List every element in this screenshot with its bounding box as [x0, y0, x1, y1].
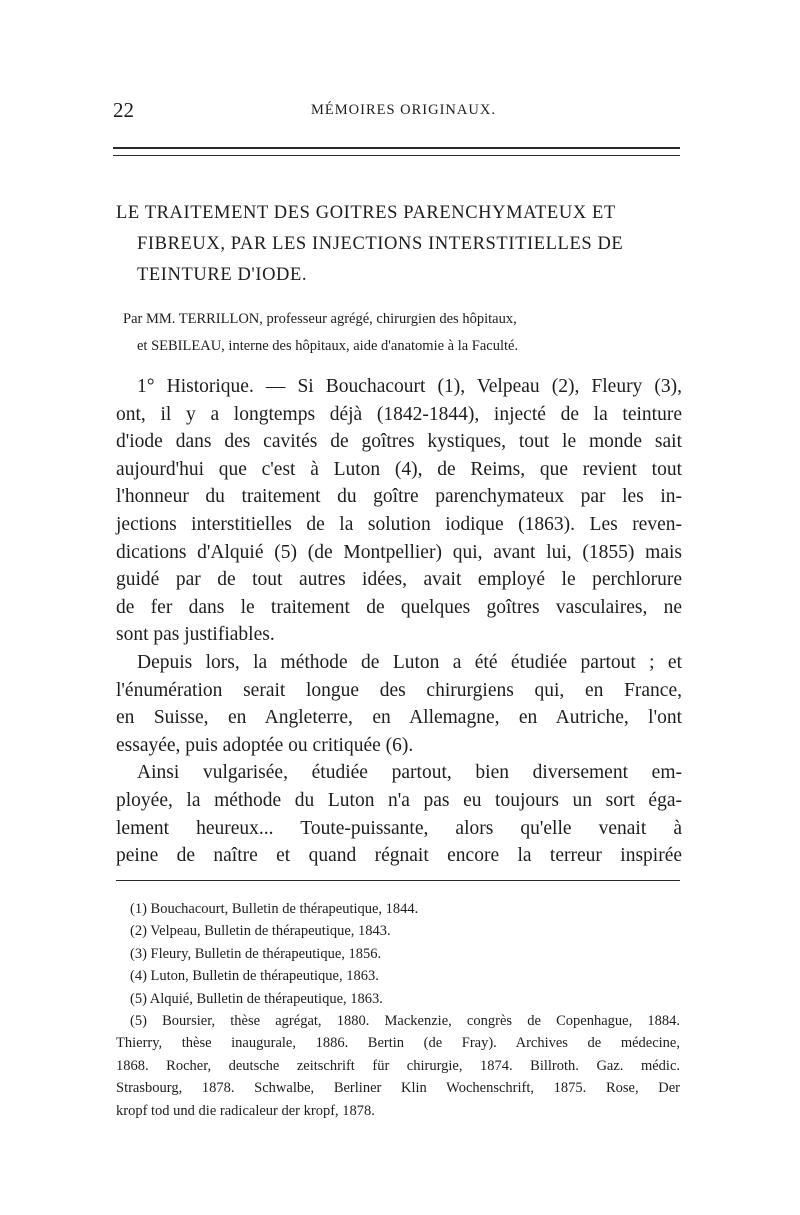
body-line: lement heureux... Toute-puissante, alors qu'elle venait à — [116, 817, 682, 839]
footnote-line: (2) Velpeau, Bulletin de thérapeutique, 1843. — [130, 923, 391, 940]
author-line: et SEBILEAU, interne des hôpitaux, aide d'anatomie à la Faculté. — [137, 338, 519, 354]
article-authors — [123, 306, 683, 360]
footnote-rule — [116, 880, 680, 881]
footnote-line: (5) Boursier, thèse agrégat, 1880. Mackenzie, congrès de Copenhague, 1884. — [130, 1013, 680, 1030]
article-title — [116, 198, 691, 291]
body-line: aujourd'hui que c'est à Luton (4), de Reims, que revient tout — [116, 458, 682, 480]
footnote-line: (4) Luton, Bulletin de thérapeutique, 1863. — [130, 968, 379, 985]
author-line: Par MM. TERRILLON, professeur agrégé, chirurgien des hôpitaux, — [123, 311, 517, 327]
article-body — [116, 373, 682, 870]
body-line: guidé par de tout autres idées, avait employé le perchlorure — [116, 569, 682, 591]
body-line: ont, il y a longtemps déjà (1842-1844), injecté de la teinture — [116, 403, 682, 425]
body-line: dications d'Alquié (5) (de Montpellier) qui, avant lui, (1855) mais — [116, 541, 682, 563]
footnote-line: Strasbourg, 1878. Schwalbe, Berliner Klin Wochenschrift, 1875. Rose, Der — [116, 1080, 680, 1097]
body-line: peine de naître et quand régnait encore la terreur inspirée — [116, 845, 682, 867]
title-line: FIBREUX, PAR LES INJECTIONS INTERSTITIELLES DE — [137, 234, 624, 254]
body-line: en Suisse, en Angleterre, en Allemagne, en Autriche, l'ont — [116, 707, 682, 729]
title-line: TEINTURE D'IODE. — [137, 265, 308, 285]
footnote-line: (5) Alquié, Bulletin de thérapeutique, 1863. — [130, 990, 383, 1007]
title-line: LE TRAITEMENT DES GOITRES PARENCHYMATEUX ET — [116, 203, 616, 223]
body-line: l'énumération serait longue des chirurgiens qui, en France, — [116, 679, 682, 701]
body-line: 1° Historique. — Si Bouchacourt (1), Velpeau (2), Fleury (3), — [137, 376, 682, 397]
body-line: de fer dans le traitement de quelques goîtres vasculaires, ne — [116, 596, 682, 618]
body-line: l'honneur du traitement du goître parenchymateux par les in- — [116, 486, 682, 508]
footnote-line: kropf tod und die radicaleur der kropf, 1878. — [116, 1102, 375, 1119]
body-line: ployée, la méthode du Luton n'a pas eu toujours un sort éga- — [116, 789, 682, 811]
footnote-line: (3) Fleury, Bulletin de thérapeutique, 1856. — [130, 945, 382, 962]
body-line: Ainsi vulgarisée, étudiée partout, bien diversement em- — [137, 762, 682, 784]
footnote-line: 1868. Rocher, deutsche zeitschrift für chirurgie, 1874. Billroth. Gaz. médic. — [116, 1057, 680, 1074]
body-line: essayée, puis adoptée ou critiquée (6). — [116, 734, 414, 756]
footnote-line: Thierry, thèse inaugurale, 1886. Bertin (de Fray). Archives de médecine, — [116, 1035, 680, 1052]
header-rule — [113, 147, 680, 156]
body-line: jections interstitielles de la solution iodique (1863). Les reven- — [116, 513, 682, 535]
body-line: Depuis lors, la méthode de Luton a été étudiée partout ; et — [137, 651, 682, 673]
page-header — [113, 96, 678, 124]
body-line: sont pas justifiables. — [116, 624, 275, 646]
body-line: d'iode dans des cavités de goîtres kystiques, tout le monde sait — [116, 431, 682, 453]
page-number: 22 — [113, 98, 134, 122]
footnote-line: (1) Bouchacourt, Bulletin de thérapeutique, 1844. — [130, 901, 419, 917]
footnotes — [116, 898, 680, 1122]
running-head: MÉMOIRES ORIGINAUX. — [311, 102, 496, 118]
